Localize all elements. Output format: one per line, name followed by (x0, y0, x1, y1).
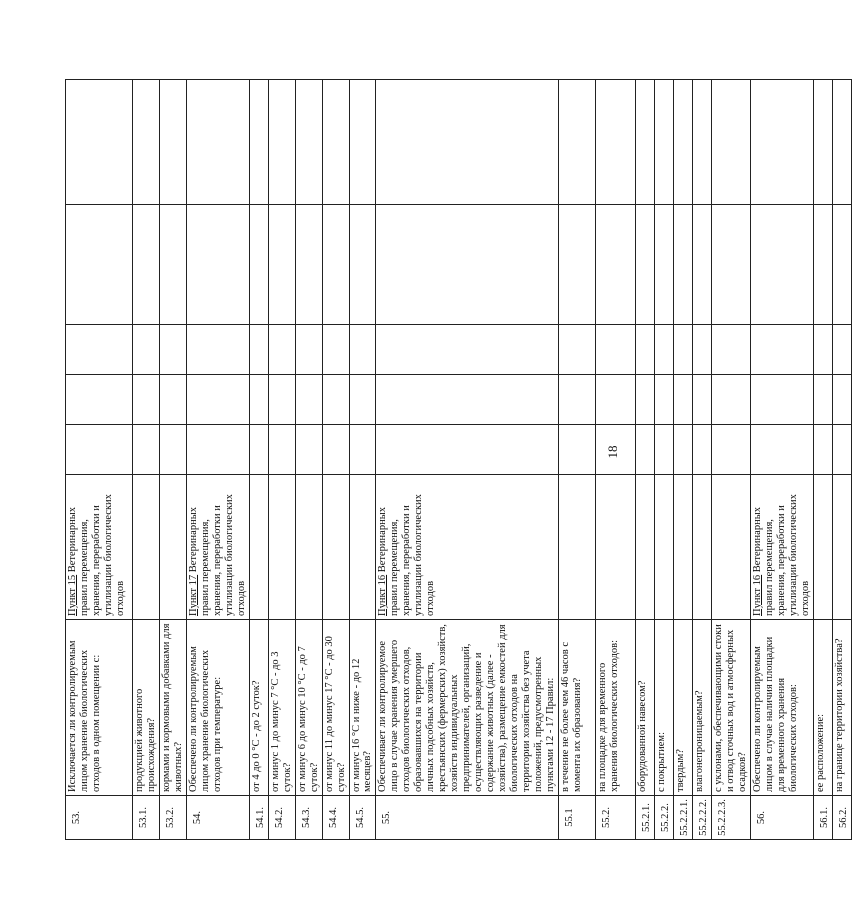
table-row (66, 80, 133, 840)
answer-no-cell (133, 375, 160, 425)
item-question: Обеспечено ли контролируемым лицом хранение биологических отходов при температуре: (186, 620, 249, 796)
reference-clause: Пункт 15 (67, 574, 78, 616)
table-row (249, 80, 268, 840)
item-reference (186, 475, 249, 620)
table-row (159, 80, 186, 840)
answer-no-cell (832, 375, 851, 425)
answer-na-cell (558, 325, 595, 375)
item-reference (692, 475, 711, 620)
item-question: от минус 11 до минус 17 °С - до 30 суток? (322, 620, 349, 796)
answer-na-cell (322, 325, 349, 375)
notes-cell (832, 205, 851, 325)
item-question: в течение не более чем 46 часов с момента их образования? (558, 620, 595, 796)
table-row (295, 80, 322, 840)
answer-yes-cell (813, 425, 832, 475)
answer-yes-cell (268, 425, 295, 475)
item-reference (249, 475, 268, 620)
item-question: ее расположение: (813, 620, 832, 796)
answer-no-cell (349, 375, 376, 425)
answer-no-cell (635, 375, 654, 425)
extra-cell (654, 80, 673, 205)
table-row (349, 80, 376, 840)
answer-yes-cell (750, 425, 813, 475)
answer-yes-cell (558, 425, 595, 475)
answer-yes-cell (295, 425, 322, 475)
answer-no-cell (249, 375, 268, 425)
table-row (832, 80, 851, 840)
item-question: от минус 6 до минус 10 °С - до 7 суток? (295, 620, 322, 796)
item-number: 55.2. (595, 796, 635, 840)
reference-text: Ветеринарных правил перемещения, хранения, переработки и утилизации биологических отходов (377, 494, 437, 616)
item-number: 54. (186, 796, 249, 840)
table-row (750, 80, 813, 840)
extra-cell (159, 80, 186, 205)
extra-cell (711, 80, 750, 205)
notes-cell (186, 205, 249, 325)
answer-na-cell (673, 325, 692, 375)
notes-cell (711, 205, 750, 325)
item-reference (673, 475, 692, 620)
answer-no-cell (322, 375, 349, 425)
answer-na-cell (295, 325, 322, 375)
extra-cell (322, 80, 349, 205)
table-row (635, 80, 654, 840)
notes-cell (66, 205, 133, 325)
answer-na-cell (654, 325, 673, 375)
answer-yes-cell (635, 425, 654, 475)
item-reference (66, 475, 133, 620)
table-row (322, 80, 349, 840)
notes-cell (558, 205, 595, 325)
notes-cell (692, 205, 711, 325)
table-row (654, 80, 673, 840)
extra-cell (673, 80, 692, 205)
answer-no-cell (186, 375, 249, 425)
item-number: 54.3. (295, 796, 322, 840)
answer-yes-cell (159, 425, 186, 475)
answer-na-cell (635, 325, 654, 375)
item-question: на площадке для временного хранения биологических отходов: (595, 620, 635, 796)
item-reference (711, 475, 750, 620)
table-row (558, 80, 595, 840)
item-number: 55.2.1. (635, 796, 654, 840)
extra-cell (813, 80, 832, 205)
answer-na-cell (66, 325, 133, 375)
extra-cell (268, 80, 295, 205)
answer-na-cell (692, 325, 711, 375)
item-number: 55.2.2. (654, 796, 673, 840)
item-reference (654, 475, 673, 620)
answer-na-cell (813, 325, 832, 375)
item-question: твердым? (673, 620, 692, 796)
item-number: 56.2. (832, 796, 851, 840)
answer-yes-cell (595, 425, 635, 475)
table-row (692, 80, 711, 840)
answer-yes-cell (186, 425, 249, 475)
reference-text: Ветеринарных правил перемещения, хранения, переработки и утилизации биологических отходов (751, 494, 811, 616)
item-number: 54.4. (322, 796, 349, 840)
notes-cell (159, 205, 186, 325)
reference-clause: Пункт 17 (187, 574, 199, 616)
table-row (268, 80, 295, 840)
reference-text: Ветеринарных правил перемещения, хранения, переработки и утилизации биологических отходов (67, 494, 126, 616)
item-number: 53.1. (133, 796, 160, 840)
item-reference (322, 475, 349, 620)
answer-no-cell (295, 375, 322, 425)
answer-yes-cell (832, 425, 851, 475)
answer-yes-cell (249, 425, 268, 475)
item-reference (813, 475, 832, 620)
item-question: кормами и кормовыми добавками для животных? (159, 620, 186, 796)
notes-cell (349, 205, 376, 325)
answer-na-cell (750, 325, 813, 375)
table-row (813, 80, 832, 840)
answer-no-cell (268, 375, 295, 425)
answer-no-cell (692, 375, 711, 425)
answer-na-cell (711, 325, 750, 375)
notes-cell (595, 205, 635, 325)
item-question: с покрытием: (654, 620, 673, 796)
notes-cell (295, 205, 322, 325)
extra-cell (595, 80, 635, 205)
answer-no-cell (750, 375, 813, 425)
notes-cell (268, 205, 295, 325)
page-number: 18 (605, 445, 620, 459)
item-number: 54.5. (349, 796, 376, 840)
extra-cell (832, 80, 851, 205)
answer-no-cell (711, 375, 750, 425)
item-question: оборудованной навесом? (635, 620, 654, 796)
answer-no-cell (376, 375, 559, 425)
answer-no-cell (813, 375, 832, 425)
item-number: 54.1. (249, 796, 268, 840)
item-question: от минус 16 °С и ниже - до 12 месяцев? (349, 620, 376, 796)
notes-cell (654, 205, 673, 325)
item-reference (750, 475, 813, 620)
notes-cell (376, 205, 559, 325)
item-reference (349, 475, 376, 620)
extra-cell (692, 80, 711, 205)
extra-cell (558, 80, 595, 205)
item-number: 56. (750, 796, 813, 840)
item-question: с уклонами, обеспечивающими стоки и отвод сточных вод и атмосферных осадков? (711, 620, 750, 796)
answer-no-cell (558, 375, 595, 425)
item-reference (376, 475, 559, 620)
reference-clause: Пункт 16 (751, 574, 763, 616)
notes-cell (750, 205, 813, 325)
item-question: на границе территории хозяйства? (832, 620, 851, 796)
answer-na-cell (376, 325, 559, 375)
answer-yes-cell (692, 425, 711, 475)
item-number: 56.1. (813, 796, 832, 840)
item-reference (635, 475, 654, 620)
item-reference (595, 475, 635, 620)
notes-cell (249, 205, 268, 325)
table-row (673, 80, 692, 840)
item-reference (295, 475, 322, 620)
item-question: от 4 до 0 °С - до 2 суток? (249, 620, 268, 796)
notes-cell (635, 205, 654, 325)
extra-cell (249, 80, 268, 205)
item-question: влагонепроницаемым? (692, 620, 711, 796)
answer-yes-cell (349, 425, 376, 475)
item-number: 55.2.2.2. (692, 796, 711, 840)
item-question: от минус 1 до минус 7 °С - до 3 суток? (268, 620, 295, 796)
answer-yes-cell (133, 425, 160, 475)
checklist-table (65, 79, 852, 840)
answer-na-cell (268, 325, 295, 375)
table-row (595, 80, 635, 840)
item-question: продукцией животного происхождения? (133, 620, 160, 796)
reference-text: Ветеринарных правил перемещения, хранения, переработки и утилизации биологических отходов (187, 494, 247, 616)
answer-yes-cell (322, 425, 349, 475)
extra-cell (66, 80, 133, 205)
extra-cell (295, 80, 322, 205)
answer-no-cell (595, 375, 635, 425)
extra-cell (376, 80, 559, 205)
item-reference (133, 475, 160, 620)
item-reference (832, 475, 851, 620)
table-row (133, 80, 160, 840)
answer-na-cell (832, 325, 851, 375)
table-row (186, 80, 249, 840)
item-number: 53. (66, 796, 133, 840)
item-reference (558, 475, 595, 620)
answer-na-cell (186, 325, 249, 375)
extra-cell (750, 80, 813, 205)
answer-no-cell (66, 375, 133, 425)
reference-clause: Пункт 16 (377, 574, 389, 616)
table-row (376, 80, 559, 840)
answer-na-cell (349, 325, 376, 375)
answer-yes-cell (376, 425, 559, 475)
item-reference (268, 475, 295, 620)
notes-cell (813, 205, 832, 325)
answer-na-cell (249, 325, 268, 375)
answer-yes-cell (66, 425, 133, 475)
answer-no-cell (673, 375, 692, 425)
answer-no-cell (159, 375, 186, 425)
extra-cell (635, 80, 654, 205)
item-reference (159, 475, 186, 620)
item-question: Обеспечивает ли контролируемое лицо в случае хранения умершего отходов биологических отходов, образовавшихся на территории личных подсобных хозяйств, крестьянских (фермерских) хозяйств, хозяйств индивидуальных предпринимателей, организаций, осуществляющих разведение и содержание животных (далее - хозяйства), размещение емкостей для биологических отходов на территории хозяйства без учета положений, предусмотренных пунктами 12 - 17 Правил: (376, 620, 559, 796)
item-number: 55.2.2.3. (711, 796, 750, 840)
item-number: 54.2. (268, 796, 295, 840)
checklist-body (66, 80, 852, 840)
table-row (711, 80, 750, 840)
notes-cell (133, 205, 160, 325)
item-question: Исключается ли контролируемым лицом хранение биологических отходов в одном помещении с: (66, 620, 133, 796)
answer-yes-cell (673, 425, 692, 475)
item-number: 53.2. (159, 796, 186, 840)
extra-cell (186, 80, 249, 205)
answer-yes-cell (654, 425, 673, 475)
extra-cell (133, 80, 160, 205)
item-question: Обеспечено ли контролируемым лицом в случае наличия площадки для временного хранения биологических отходов: (750, 620, 813, 796)
notes-cell (673, 205, 692, 325)
answer-yes-cell (711, 425, 750, 475)
answer-na-cell (133, 325, 160, 375)
extra-cell (349, 80, 376, 205)
answer-na-cell (159, 325, 186, 375)
notes-cell (322, 205, 349, 325)
answer-na-cell (595, 325, 635, 375)
item-number: 55.2.2.1. (673, 796, 692, 840)
item-number: 55.1 (558, 796, 595, 840)
answer-no-cell (654, 375, 673, 425)
item-number: 55. (376, 796, 559, 840)
